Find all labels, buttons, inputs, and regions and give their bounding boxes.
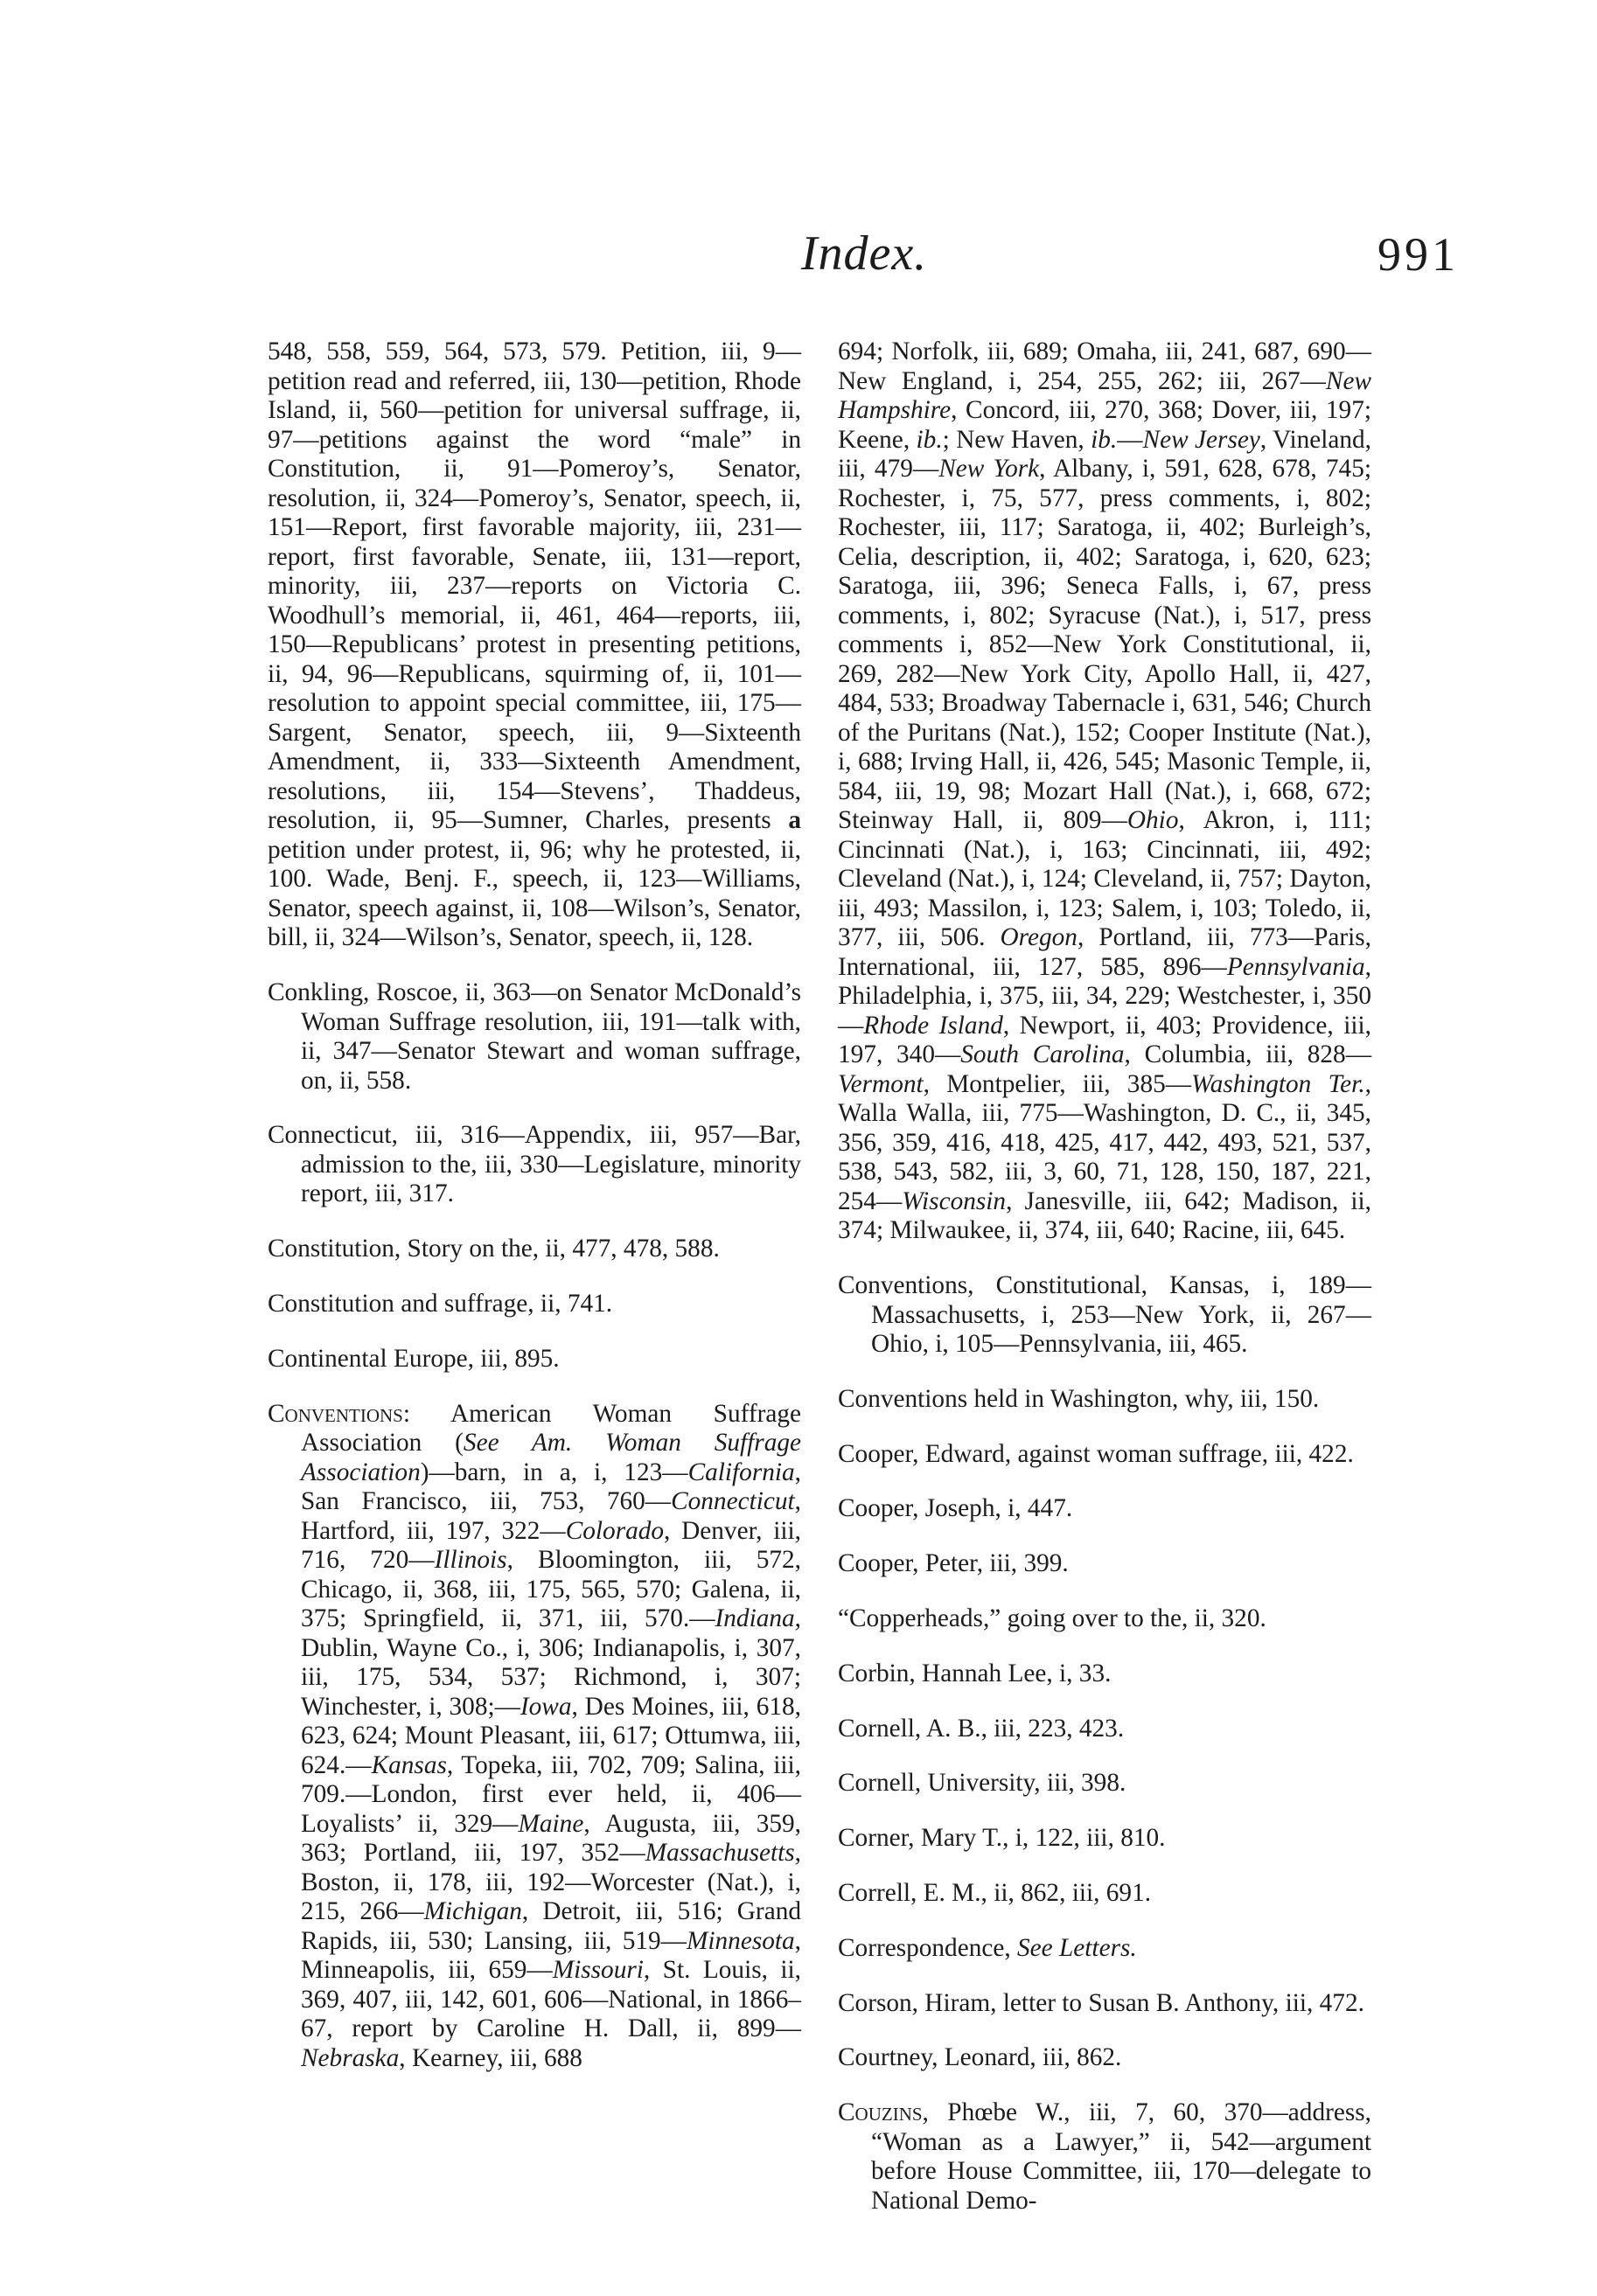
index-column-right	[838, 312, 1372, 2215]
running-head	[0, 226, 1597, 296]
index-entry: Correspondence, See Letters.	[838, 1933, 1137, 1962]
index-entry-continued: 694; Norfolk, iii, 689; Omaha, iii, 241, 687, 690—New England, i, 254, 255, 262; iii, 267—New Hampshire, Concord, iii, 270, 368; Dover, iii, 197; Keene, ib.; New Haven, ib.—New Jersey, Vineland, iii, 479—New York, Albany, i, 591, 628, 678, 745; Rochester, i, 75, 577, press comments, i, 802; Rochester, iii, 117; Saratoga, ii, 402; Burleigh’s, Celia, description, ii, 402; Saratoga, i, 620, 623; Saratoga, iii, 396; Seneca Falls, i, 67, press comments, i, 802; Syracuse (Nat.), i, 517, press comments i, 852—New York Constitutional, ii, 269, 282—New York City, Apollo Hall, ii, 427, 484, 533; Broadway Tabernacle i, 631, 546; Church of the Puritans (Nat.), 152; Cooper Institute (Nat.), i, 688; Irving Hall, ii, 426, 545; Masonic Temple, ii, 584, iii, 19, 98; Mozart Hall (Nat.), i, 668, 672; Steinway Hall, ii, 809—Ohio, Akron, i, 111; Cincinnati (Nat.), i, 163; Cincinnati, iii, 492; Cleveland (Nat.), i, 124; Cleveland, ii, 757; Dayton, iii, 493; Massilon, i, 123; Salem, i, 103; Toledo, ii, 377, iii, 506. Oregon, Portland, iii, 773—Paris, International, iii, 127, 585, 896—Pennsylvania, Philadelphia, i, 375, iii, 34, 229; Westchester, i, 350—Rhode Island, Newport, ii, 403; Providence, iii, 197, 340—South Carolina, Columbia, iii, 828—Vermont, Montpelier, iii, 385—Washington Ter., Walla Walla, iii, 775—Washington, D. C., ii, 345, 356, 359, 416, 418, 425, 417, 442, 493, 521, 537, 538, 543, 582, iii, 3, 60, 71, 128, 150, 187, 221, 254—Wisconsin, Janesville, iii, 642; Madison, ii, 374; Milwaukee, ii, 374, iii, 640; Racine, iii, 645.	[838, 337, 1372, 1245]
index-entry: “Copperheads,” going over to the, ii, 320.	[838, 1604, 1266, 1633]
index-entry: Conventions, Constitutional, Kansas, i, 189—Massachusetts, i, 253—New York, ii, 267—Ohio, i, 105—Pennsylvania, iii, 465.	[838, 1271, 1371, 1359]
index-entry: Constitution, Story on the, ii, 477, 478, 588.	[268, 1235, 720, 1263]
page-number: 991	[1377, 228, 1459, 281]
page-title: Index.	[800, 226, 928, 281]
index-entry: Cooper, Peter, iii, 399.	[838, 1549, 1069, 1578]
index-entry: Continental Europe, iii, 895.	[268, 1344, 560, 1373]
index-entry-continued: 548, 558, 559, 564, 573, 579. Petition, iii, 9—petition read and referred, iii, 130—petition, Rhode Island, ii, 560—petition for universal suffrage, ii, 97—petitions against the word “male” in Constitution, ii, 91—Pomeroy’s, Senator, resolution, ii, 324—Pomeroy’s, Senator, speech, ii, 151—Report, first favorable majority, iii, 231—report, first favorable, Senate, iii, 131—report, minority, iii, 237—reports on Victoria C. Woodhull’s memorial, ii, 461, 464—reports, iii, 150—Republicans’ protest in presenting petitions, ii, 94, 96—Republicans, squirming of, ii, 101—resolution to appoint special committee, iii, 175—Sargent, Senator, speech, iii, 9—Sixteenth Amendment, ii, 333—Sixteenth Amendment, resolutions, iii, 154—Stevens’, Thaddeus, resolution, ii, 95—Sumner, Charles, presents a petition under protest, ii, 96; why he protested, ii, 100. Wade, Benj. F., speech, ii, 123—Williams, Senator, speech against, ii, 108—Wilson’s, Senator, bill, ii, 324—Wilson’s, Senator, speech, ii, 128.	[268, 337, 801, 952]
index-entry: Cornell, University, iii, 398.	[838, 1769, 1126, 1798]
index-entry: Connecticut, iii, 316—Appendix, iii, 957—Bar, admission to the, iii, 330—Legislature, minority report, iii, 317.	[268, 1121, 801, 1208]
index-entry: Courtney, Leonard, iii, 862.	[838, 2043, 1122, 2072]
index-entry: Corbin, Hannah Lee, i, 33.	[838, 1659, 1112, 1687]
index-entry: Constitution and suffrage, ii, 741.	[268, 1289, 613, 1318]
index-entry: Corson, Hiram, letter to Susan B. Anthony, iii, 472.	[838, 1988, 1364, 2017]
index-entry: Conventions held in Washington, why, iii, 150.	[838, 1384, 1320, 1413]
index-entry: Conkling, Roscoe, ii, 363—on Senator McDonald’s Woman Suffrage resolution, iii, 191—talk with, ii, 347—Senator Stewart and woman suffrage, on, ii, 558.	[268, 978, 801, 1095]
index-entry: Corner, Mary T., i, 122, iii, 810.	[838, 1824, 1166, 1853]
index-entry: Couzins, Phœbe W., iii, 7, 60, 370—address, “Woman as a Lawyer,” ii, 542—argument before House Committee, iii, 170—delegate to National Demo-	[838, 2098, 1371, 2215]
index-entry: Correll, E. M., ii, 862, iii, 691.	[838, 1879, 1152, 1908]
index-column-left	[268, 312, 801, 2192]
index-entry: Cooper, Edward, against woman suffrage, iii, 422.	[838, 1439, 1354, 1468]
index-entry: Conventions: American Woman Suffrage Association (See Am. Woman Suffrage Association)—barn, in a, i, 123—California, San Francisco, iii, 753, 760—Connecticut, Hartford, iii, 197, 322—Colorado, Denver, iii, 716, 720—Illinois, Bloomington, iii, 572, Chicago, ii, 368, iii, 175, 565, 570; Galena, ii, 375; Springfield, ii, 371, iii, 570.—Indiana, Dublin, Wayne Co., i, 306; Indianapolis, i, 307, iii, 175, 534, 537; Richmond, i, 307; Winchester, i, 308;—Iowa, Des Moines, iii, 618, 623, 624; Mount Pleasant, iii, 617; Ottumwa, iii, 624.—Kansas, Topeka, iii, 702, 709; Salina, iii, 709.—London, first ever held, ii, 406—Loyalists’ ii, 329—Maine, Augusta, iii, 359, 363; Portland, iii, 197, 352—Massachusetts, Boston, ii, 178, iii, 192—Worcester (Nat.), i, 215, 266—Michigan, Detroit, iii, 516; Grand Rapids, iii, 530; Lansing, iii, 519—Minnesota, Minneapolis, iii, 659—Missouri, St. Louis, ii, 369, 407, iii, 142, 601, 606—National, in 1866–67, report by Caroline H. Dall, ii, 899—Nebraska, Kearney, iii, 688	[268, 1399, 801, 2072]
index-entry: Cornell, A. B., iii, 223, 423.	[838, 1714, 1125, 1743]
index-entry: Cooper, Joseph, i, 447.	[838, 1494, 1073, 1523]
